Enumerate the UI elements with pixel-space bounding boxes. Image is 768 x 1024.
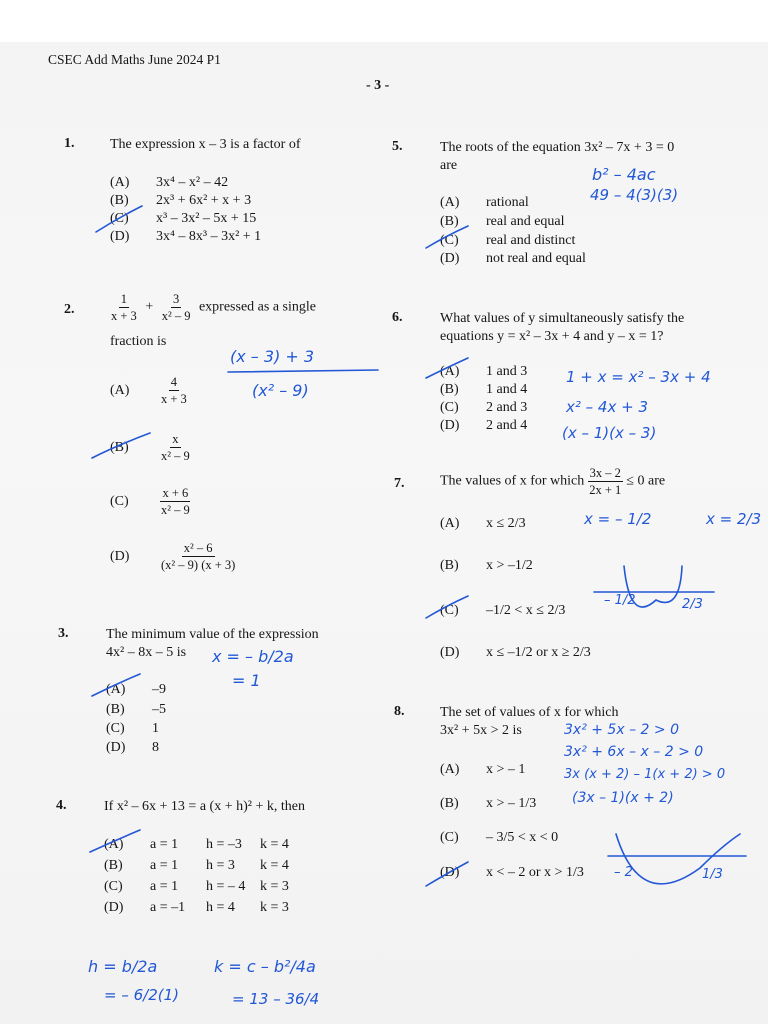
q7-option-c-text: –1/2 < x ≤ 2/3 xyxy=(486,603,566,618)
q1-option-a xyxy=(110,175,228,191)
q8-option-b-label: (B) xyxy=(440,796,459,811)
q5-stem-line1: The roots of the equation 3x² – 7x + 3 = 0 xyxy=(440,140,675,155)
q5-option-d xyxy=(440,251,586,267)
hw-q8-sketch-label2: 1/3 xyxy=(702,867,723,882)
hw-q7-root2: x = 2/3 xyxy=(706,510,762,528)
q5-option-c xyxy=(440,233,575,249)
q5-number: 5. xyxy=(392,139,403,154)
q2-option-c-fraction xyxy=(159,486,192,517)
q3-option-c xyxy=(106,721,159,737)
q4-a-h: h = –3 xyxy=(206,837,242,852)
q8-option-d-text: x < – 2 or x > 1/3 xyxy=(486,865,584,880)
q8-number: 8. xyxy=(394,704,405,719)
q1-option-b-label: (B) xyxy=(110,193,129,208)
hw-q4-k2: = 13 – 36/4 xyxy=(232,990,320,1008)
q8-option-a-label: (A) xyxy=(440,762,460,777)
q1-stem: The expression x – 3 is a factor of xyxy=(110,137,301,152)
q6-option-d xyxy=(440,418,527,434)
q1-option-c xyxy=(110,211,256,227)
q2-option-c-label: (C) xyxy=(110,493,129,509)
q4-a-a: a = 1 xyxy=(150,837,179,852)
q6-option-a-label: (A) xyxy=(440,364,460,379)
q1-option-c-text: x³ – 3x² – 5x + 15 xyxy=(156,211,257,226)
q1-option-d xyxy=(110,229,261,245)
q6-option-b-text: 1 and 4 xyxy=(486,382,528,397)
q2-option-a xyxy=(110,375,192,406)
hw-q6-line1: 1 + x = x² – 3x + 4 xyxy=(566,368,711,386)
hw-q3-line1: x = – b/2a xyxy=(212,647,294,666)
q4-option-d-label: (D) xyxy=(104,900,124,915)
q7-option-a-label: (A) xyxy=(440,516,460,531)
q8-stem-line1: The set of values of x for which xyxy=(440,705,619,720)
q4-d-k: k = 3 xyxy=(260,900,289,915)
q3-option-d-label: (D) xyxy=(106,740,126,755)
q3-option-b-text: –5 xyxy=(152,702,166,717)
q6-option-a xyxy=(440,364,527,380)
hw-q4-k1: k = c – b²/4a xyxy=(214,957,316,976)
q2-b-num: x xyxy=(172,432,179,446)
q1-number: 1. xyxy=(64,136,75,151)
q4-option-b-label: (B) xyxy=(104,858,123,873)
q7-option-d-label: (D) xyxy=(440,645,460,660)
q2-stem-tail: expressed as a single xyxy=(198,299,316,315)
q8-option-c xyxy=(440,830,558,846)
q2-a-num: 4 xyxy=(170,375,178,389)
hw-q8-line3: 3x (x + 2) – 1(x + 2) > 0 xyxy=(564,767,726,782)
q2-f1-num: 1 xyxy=(120,292,128,306)
q5-option-d-text: not real and equal xyxy=(486,251,586,266)
q7-f-den: 2x + 1 xyxy=(589,483,622,497)
hw-q6-line2: x² – 4x + 3 xyxy=(566,398,648,416)
q4-number: 4. xyxy=(56,798,67,813)
q1-option-d-text: 3x⁴ – 8x³ – 3x² + 1 xyxy=(156,229,262,244)
q6-option-d-text: 2 and 4 xyxy=(486,418,528,433)
q7-option-d-text: x ≤ –1/2 or x ≥ 2/3 xyxy=(486,645,591,660)
q8-option-c-text: – 3/5 < x < 0 xyxy=(486,830,559,845)
q3-option-d-text: 8 xyxy=(152,740,159,755)
q1-option-b xyxy=(110,193,251,209)
q4-b-a: a = 1 xyxy=(150,858,179,873)
q2-b-den: x² – 9 xyxy=(161,449,190,463)
hw-q4-h2: = – 6/2(1) xyxy=(104,986,179,1004)
q8-option-a xyxy=(440,762,525,778)
q6-option-b-label: (B) xyxy=(440,382,459,397)
q4-a-k: k = 4 xyxy=(260,837,289,852)
q7-option-a-text: x ≤ 2/3 xyxy=(486,516,526,531)
q6-option-a-text: 1 and 3 xyxy=(486,364,528,379)
q3-stem-line1: The minimum value of the expression xyxy=(106,627,319,642)
q2-option-c xyxy=(110,486,195,517)
hw-q2-denominator: (x² – 9) xyxy=(252,381,309,400)
q4-option-b xyxy=(104,858,289,874)
q8-option-d xyxy=(440,865,584,881)
q7-option-c-label: (C) xyxy=(440,603,459,618)
q4-c-k: k = 3 xyxy=(260,879,289,894)
q4-option-c xyxy=(104,879,289,895)
q7-number: 7. xyxy=(394,476,405,491)
q5-option-b-label: (B) xyxy=(440,214,459,229)
q7-stem-fraction xyxy=(587,466,623,497)
q6-option-c-text: 2 and 3 xyxy=(486,400,528,415)
q6-option-b xyxy=(440,382,527,398)
q5-option-b xyxy=(440,214,565,230)
q5-option-c-text: real and distinct xyxy=(486,233,576,248)
hw-q2-numerator: (x – 3) + 3 xyxy=(230,347,315,366)
q2-stem-fraction-2 xyxy=(160,292,193,323)
q4-option-c-label: (C) xyxy=(104,879,123,894)
q2-a-den: x + 3 xyxy=(161,392,187,406)
q5-stem-line2: are xyxy=(440,158,458,173)
hw-q5-line1: b² – 4ac xyxy=(592,165,656,184)
hw-q7-sketch-label2: 2/3 xyxy=(682,597,703,612)
q6-option-c xyxy=(440,400,527,416)
q7-option-c xyxy=(440,603,565,619)
q7-stem xyxy=(440,466,665,497)
q7-f-num: 3x – 2 xyxy=(589,466,621,480)
q2-option-b xyxy=(110,432,195,463)
q2-option-b-fraction xyxy=(159,432,192,463)
q4-stem: If x² – 6x + 13 = a (x + h)² + k, then xyxy=(104,799,305,814)
q4-b-k: k = 4 xyxy=(260,858,289,873)
q2-stem xyxy=(106,292,316,323)
q4-d-h: h = 4 xyxy=(206,900,235,915)
q2-option-a-label: (A) xyxy=(110,382,130,398)
q4-option-a xyxy=(104,837,289,853)
q7-option-a xyxy=(440,516,526,532)
q8-option-c-label: (C) xyxy=(440,830,459,845)
document-header: CSEC Add Maths June 2024 P1 xyxy=(48,52,221,67)
hw-q8-line1: 3x² + 5x – 2 > 0 xyxy=(564,722,679,738)
hw-q7-root1: x = – 1/2 xyxy=(584,510,652,528)
q5-option-d-label: (D) xyxy=(440,251,460,266)
q4-c-h: h = – 4 xyxy=(206,879,246,894)
q7-stem-text: The values of x for which xyxy=(440,473,585,489)
q1-option-a-label: (A) xyxy=(110,175,130,190)
q3-number: 3. xyxy=(58,626,69,641)
hw-q5-line2: 49 – 4(3)(3) xyxy=(590,186,679,204)
q5-option-c-label: (C) xyxy=(440,233,459,248)
q2-f2-num: 3 xyxy=(172,292,180,306)
q2-stem-line2: fraction is xyxy=(110,334,167,349)
q3-option-d xyxy=(106,740,159,756)
hw-q6-line3: (x – 1)(x – 3) xyxy=(562,424,657,442)
q6-stem-line2: equations y = x² – 3x + 4 and y – x = 1? xyxy=(440,329,664,344)
q7-option-b xyxy=(440,558,533,574)
q5-option-b-text: real and equal xyxy=(486,214,565,229)
hw-q4-h1: h = b/2a xyxy=(88,957,158,976)
q2-option-d-fraction xyxy=(159,541,237,572)
q4-b-h: h = 3 xyxy=(206,858,235,873)
q2-d-num: x² – 6 xyxy=(183,541,213,555)
hw-q8-line2: 3x² + 6x – x – 2 > 0 xyxy=(564,744,704,760)
q3-option-b-label: (B) xyxy=(106,702,125,717)
q6-option-d-label: (D) xyxy=(440,418,460,433)
q2-plus: + xyxy=(145,299,154,315)
q2-f2-den: x² – 9 xyxy=(161,309,191,323)
q4-c-a: a = 1 xyxy=(150,879,179,894)
q4-option-d xyxy=(104,900,289,916)
q6-option-c-label: (C) xyxy=(440,400,459,415)
hw-q8-line4: (3x – 1)(x + 2) xyxy=(572,790,674,806)
q3-option-a-text: –9 xyxy=(152,682,166,697)
q2-stem-fraction-1 xyxy=(109,292,139,323)
q7-option-b-label: (B) xyxy=(440,558,459,573)
q3-stem-line2: 4x² – 8x – 5 is xyxy=(106,645,187,660)
page-number: - 3 - xyxy=(366,78,390,93)
q3-option-c-text: 1 xyxy=(152,721,159,736)
hw-q3-line2: = 1 xyxy=(232,671,261,690)
q7-option-d xyxy=(440,645,591,661)
q3-option-a-label: (A) xyxy=(106,682,126,697)
hw-q8-sketch-label1: – 2 xyxy=(614,865,633,880)
q2-f1-den: x + 3 xyxy=(111,309,137,323)
q8-option-d-label: (D) xyxy=(440,865,460,880)
q1-option-a-text: 3x⁴ – x² – 42 xyxy=(156,175,229,190)
q8-stem-line2: 3x² + 5x > 2 is xyxy=(440,723,522,738)
q2-c-num: x + 6 xyxy=(162,486,189,500)
q7-stem-tail: ≤ 0 are xyxy=(626,473,666,489)
q6-stem-line1: What values of y simultaneously satisfy the xyxy=(440,311,685,326)
q5-option-a-label: (A) xyxy=(440,195,460,210)
q5-option-a-text: rational xyxy=(486,195,529,210)
q2-option-d xyxy=(110,541,240,572)
q2-option-b-label: (B) xyxy=(110,439,129,455)
q2-c-den: x² – 9 xyxy=(161,503,190,517)
q4-d-a: a = –1 xyxy=(150,900,186,915)
q2-d-den: (x² – 9) (x + 3) xyxy=(161,558,236,572)
q7-option-b-text: x > –1/2 xyxy=(486,558,533,573)
q5-option-a xyxy=(440,195,529,211)
q2-option-a-fraction xyxy=(159,375,189,406)
q1-option-b-text: 2x³ + 6x² + x + 3 xyxy=(156,193,252,208)
q8-option-a-text: x > – 1 xyxy=(486,762,526,777)
q1-option-c-label: (C) xyxy=(110,211,129,226)
q3-option-c-label: (C) xyxy=(106,721,125,736)
q1-option-d-label: (D) xyxy=(110,229,130,244)
q2-number: 2. xyxy=(64,302,75,317)
q8-option-b xyxy=(440,796,536,812)
q6-number: 6. xyxy=(392,310,403,325)
q3-option-b xyxy=(106,702,166,718)
q4-option-a-label: (A) xyxy=(104,837,124,852)
q2-option-d-label: (D) xyxy=(110,548,130,564)
q3-option-a xyxy=(106,682,166,698)
q8-option-b-text: x > – 1/3 xyxy=(486,796,537,811)
hw-q7-sketch-label1: – 1/2 xyxy=(604,593,636,608)
